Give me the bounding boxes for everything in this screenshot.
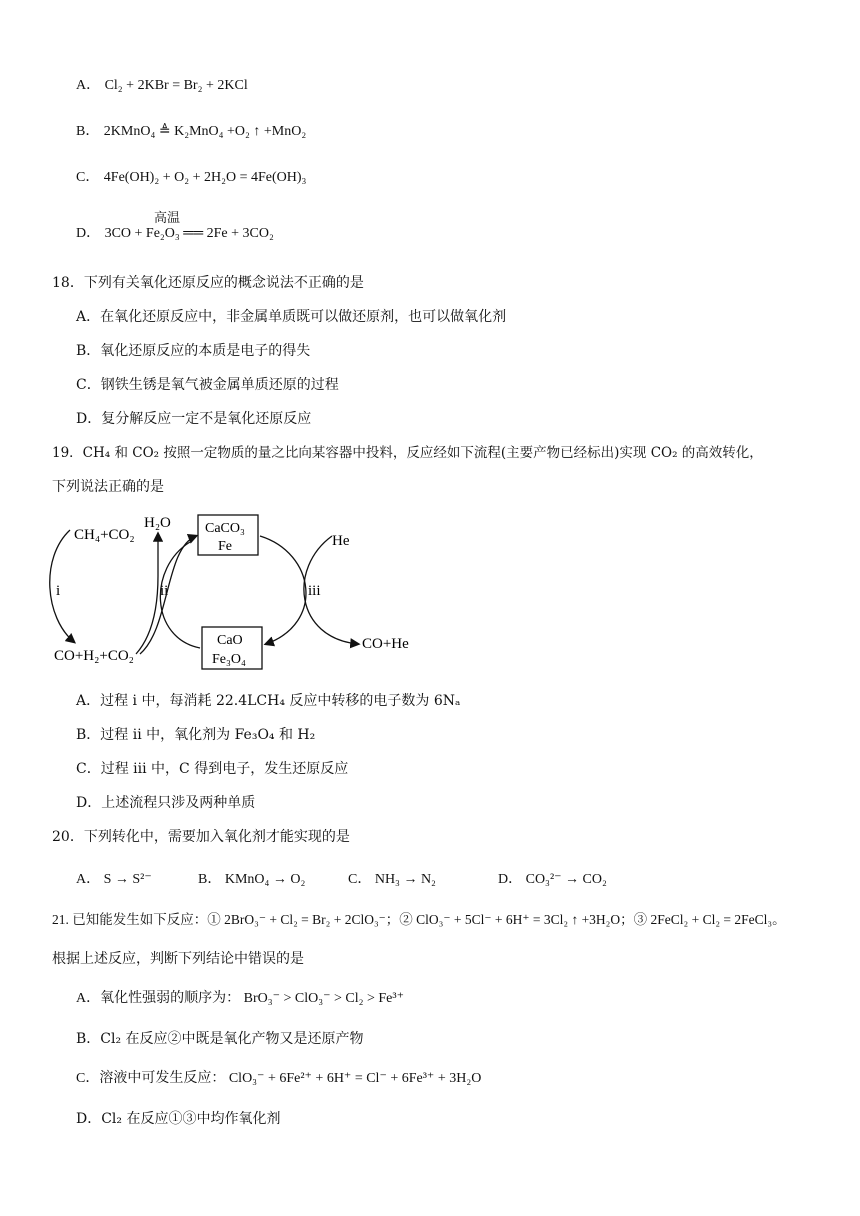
q21-option-b: B．Cl₂ 在反应②中既是氧化产物又是还原产物 — [76, 1031, 364, 1047]
q21-stem-line2: 根据上述反应，判断下列结论中错误的是 — [52, 951, 304, 967]
q17-option-d-text: 3CO + Fe₂O₃ ══ 2Fe + 3CO₂ — [104, 226, 274, 241]
q19-stem-line2: 下列说法正确的是 — [52, 479, 164, 495]
q20-option-d: D． CO₃²⁻ → CO₂ — [498, 872, 607, 887]
q18-option-d: D．复分解反应一定不是氧化还原反应 — [76, 411, 312, 427]
q17-option-b — [76, 122, 306, 141]
q21-option-a: A．氧化性强弱的顺序为： BrO₃⁻ > ClO₃⁻ > Cl₂ > Fe³⁺ — [76, 991, 404, 1006]
q17-option-c — [76, 168, 306, 187]
diagram-h2o: H₂O — [144, 515, 171, 531]
q17-option-a — [76, 76, 248, 95]
q19-option-a: A．过程 i 中，每消耗 22.4LCH₄ 反应中转移的电子数为 6Nₐ — [76, 693, 461, 709]
diagram-ch4co2: CH₄+CO₂ — [74, 527, 135, 543]
diagram-label-iii: iii — [308, 583, 321, 599]
q17-option-c-text: 4Fe(OH)₂ + O₂ + 2H₂O = 4Fe(OH)₃ — [103, 170, 307, 185]
q18-option-a: A．在氧化还原反应中，非金属单质既可以做还原剂，也可以做氧化剂 — [76, 309, 507, 325]
diagram-cohe: CO+He — [362, 636, 409, 652]
q17-option-d-label: D． — [76, 226, 101, 241]
q18-option-b: B．氧化还原反应的本质是电子的得失 — [76, 343, 311, 359]
q17-option-d — [76, 224, 274, 243]
diagram-label-ii: ii — [160, 583, 169, 599]
q17-option-a-label: A． — [76, 78, 101, 93]
q19-stem-line1: 19．CH₄ 和 CO₂ 按照一定物质的量之比向某容器中投料，反应经如下流程(主要产物已经标出)实现 CO₂ 的高效转化， — [52, 445, 763, 461]
diagram-box1-l2: Fe — [218, 539, 232, 554]
q21-option-c: C．溶液中可发生反应： ClO₃⁻ + 6Fe²⁺ + 6H⁺ = Cl⁻ + 6Fe³⁺ + 3H₂O — [76, 1071, 482, 1086]
q19-option-d: D．上述流程只涉及两种单质 — [76, 795, 256, 811]
diagram-label-i: i — [56, 583, 61, 599]
q18-option-c: C．钢铁生锈是氧气被金属单质还原的过程 — [76, 377, 339, 393]
q17-option-a-text: Cl₂ + 2KBr = Br₂ + 2KCl — [104, 78, 248, 93]
q17-option-d-condition: 高温 — [154, 211, 181, 226]
q20-option-a: A． S → S²⁻ — [76, 872, 152, 887]
q19-flow-diagram — [40, 508, 460, 680]
q21-stem-line1: 21. 已知能发生如下反应：① 2BrO₃⁻ + Cl₂ = Br₂ + 2ClO₃⁻；② ClO₃⁻ + 5Cl⁻ + 6H⁺ = 3Cl₂ ↑ +3H₂O；③ 2FeCl₂ + Cl₂ = 2FeCl₃。 — [52, 912, 786, 927]
q19-option-c: C．过程 iii 中，C 得到电子，发生还原反应 — [76, 761, 349, 777]
diagram-box1-l1: CaCO₃ — [205, 521, 245, 536]
q17-option-b-label: B． — [76, 124, 100, 139]
q21-option-d: D．Cl₂ 在反应①③中均作氧化剂 — [76, 1111, 281, 1127]
q17-option-b-text: 2KMnO₄ ≜ K₂MnO₄ +O₂ ↑ +MnO₂ — [103, 124, 307, 139]
diagram-he: He — [332, 533, 350, 549]
q18-stem: 18．下列有关氧化还原反应的概念说法不正确的是 — [52, 275, 364, 291]
q20-option-b: B． KMnO₄ → O₂ — [198, 872, 306, 887]
arrow-box1-to-box2 — [260, 536, 306, 644]
diagram-box2-l2: Fe₃O₄ — [212, 652, 246, 667]
q19-option-b: B．过程 ii 中，氧化剂为 Fe₃O₄ 和 H₂ — [76, 727, 316, 743]
diagram-coh2co2: CO+H₂+CO₂ — [54, 648, 134, 664]
q17-option-c-label: C． — [76, 170, 100, 185]
diagram-box2-l1: CaO — [217, 633, 243, 648]
q20-stem: 20．下列转化中，需要加入氧化剂才能实现的是 — [52, 829, 350, 845]
arrow-process-i — [50, 530, 74, 642]
arrow-to-h2o — [136, 534, 158, 654]
q20-option-c: C． NH₃ → N₂ — [348, 872, 436, 887]
